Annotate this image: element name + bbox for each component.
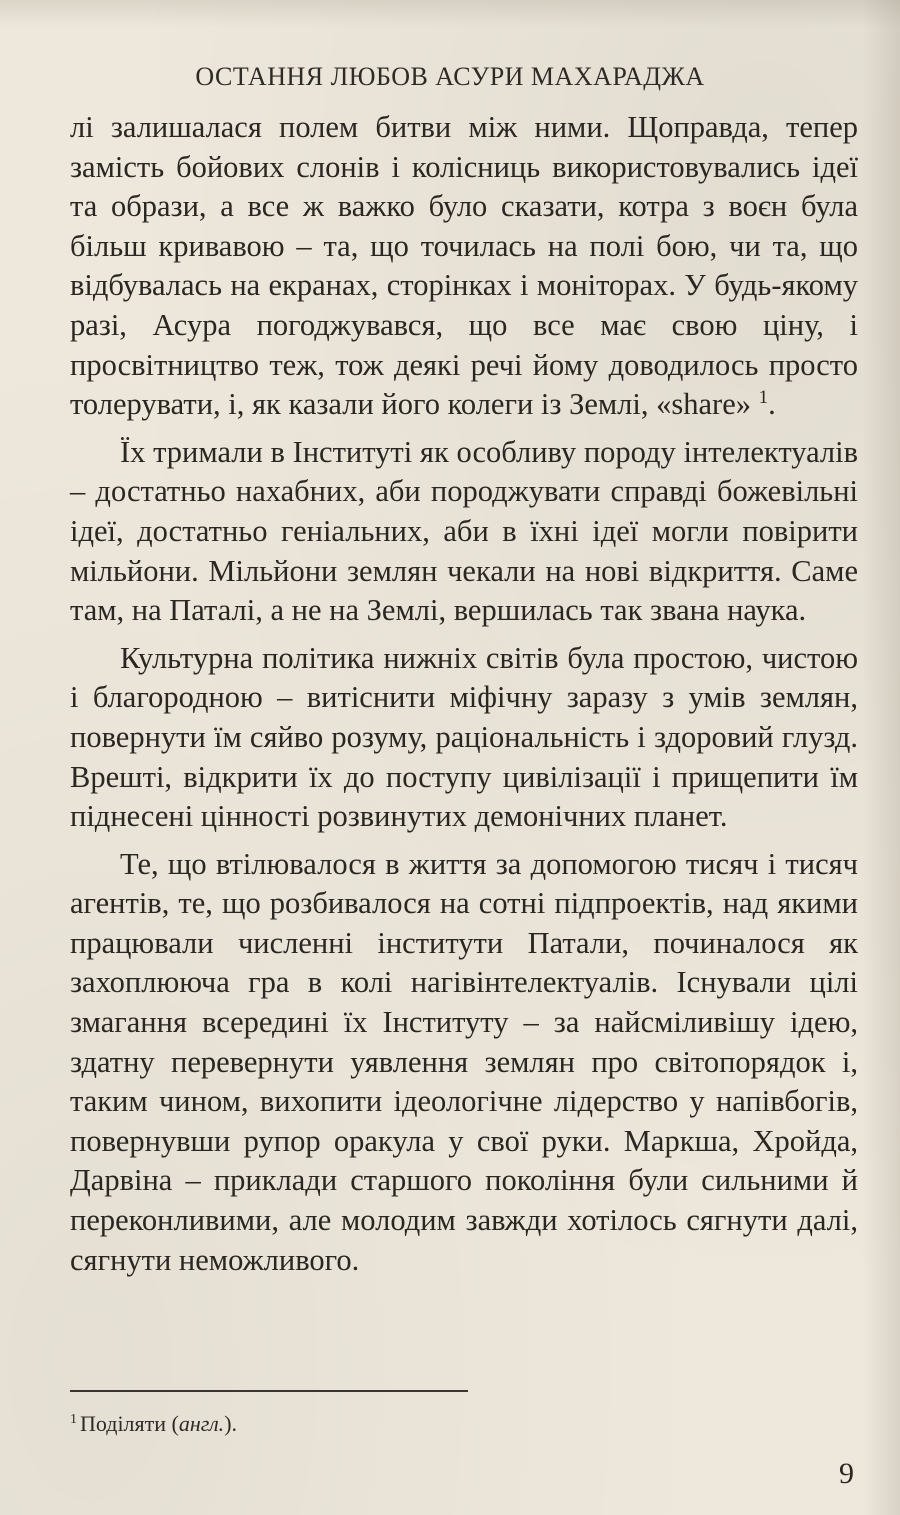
page-shadow-top: [0, 0, 900, 28]
paragraph-2: Їх тримали в Інституті як особливу породу інтелектуалів – достатньо нахабних, аби породжувати справді божевільні ідеї, достатньо геніальних, аби в їхні ідеї могли повірити мільйони. Мільйони землян чекали на нові відкриття. Саме там, на Паталі, а не на Землі, вершилась так звана наука.: [70, 434, 858, 628]
footnote-reference: 1: [758, 387, 769, 408]
footnote-language: англ.: [178, 1411, 225, 1436]
footnote-rule: [70, 1390, 468, 1392]
paragraph-1-end: .: [768, 387, 776, 422]
page-number: 9: [839, 1457, 854, 1490]
footnote-lang-open: (: [171, 1411, 179, 1436]
body-text: [70, 108, 858, 1280]
paragraph-3: Культурна політика нижніх світів була простою, чистою і благородною – витіснити міфічну заразу з умів землян, повернути їм сяйво розуму, раціональність і здоровий глузд. Врешті, відкрити їх до поступу цивілізації і прищепити їм піднесені цінності розвинутих демонічних планет.: [70, 640, 858, 834]
footnote-number: 1: [70, 1411, 77, 1427]
paragraph-1: [70, 108, 858, 425]
page-shadow-right: [862, 0, 900, 1515]
paragraph-1-text: лі залишалася полем битви між ними. Щоправда, тепер замість бойових слонів і колісниць використовувались ідеї та образи, а все ж важко було сказати, котра з воєн була більш кривавою – та, що точилась на полі бою, чи та, що відбувалась на екранах, сторінках і моніторах. У будь-якому разі, Асура погоджувався, що все має свою ціну, і просвітництво теж, тож деякі речі йому доводилось просто толерувати, і, як казали його колеги із Землі, «share»: [70, 110, 858, 422]
footnote-lang-close: ).: [224, 1411, 238, 1436]
paragraph-4: Те, що втілювалося в життя за допомогою тисяч і тисяч агентів, те, що розбивалося на сотні підпроектів, над якими працювали численні інститути Патали, починалося як захоплююча гра в колі нагівінтелектуалів. Існували цілі змагання всередині їх Інституту – за найсміливішу ідею, здатну перевернути уявлення землян про світопорядок і, таким чином, вихопити ідеологічне лідерство у напівбогів, повернувши рупор оракула у свої руки. Маркша, Хройда, Дарвіна – приклади старшого покоління були сильними й переконливими, але молодим завжди хотілось сягнути далі, сягнути неможливого.: [70, 846, 858, 1277]
footnote: [70, 1411, 237, 1437]
footnote-text: Поділяти: [80, 1411, 167, 1436]
running-head: ОСТАННЯ ЛЮБОВ АСУРИ МАХАРАДЖА: [195, 62, 705, 91]
